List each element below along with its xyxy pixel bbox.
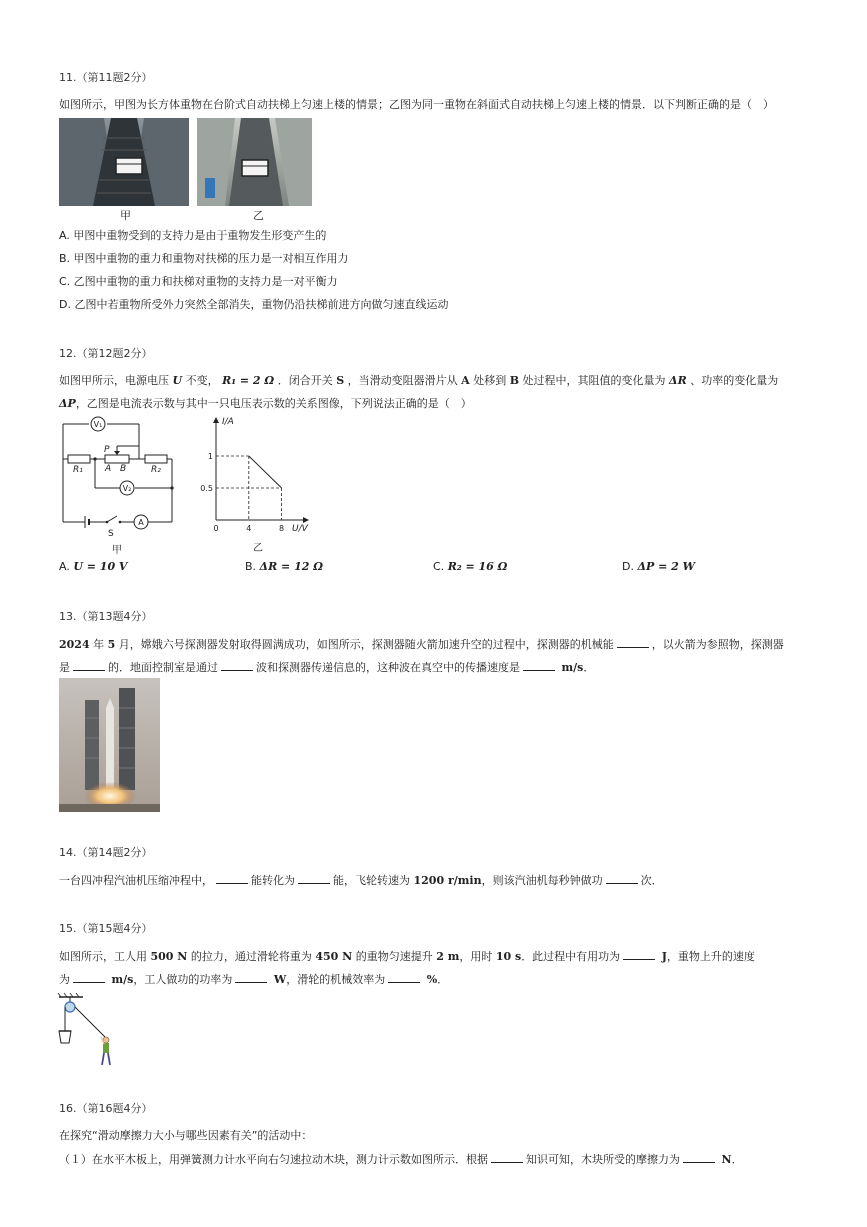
q15-blank-4[interactable]: [388, 971, 420, 983]
q12-dR: ΔR: [669, 374, 687, 387]
q12-s1a: 如图甲所示，电源电压: [59, 374, 169, 387]
pulley-worker-diagram: [55, 993, 125, 1073]
q11-header: 11.（第11题2分）: [59, 71, 153, 84]
q11-option-b: B. 甲图中重物的重力和重物对扶梯的压力是一对相互作用力: [59, 252, 349, 265]
q11-caption-b: 乙: [253, 209, 264, 222]
q14-blank-2[interactable]: [298, 872, 330, 884]
q14-blank-3[interactable]: [606, 872, 638, 884]
q12-B: B: [509, 374, 520, 387]
iu-ytick-0: 0.5: [200, 484, 213, 493]
q15-blank-3[interactable]: [235, 971, 267, 983]
circuit-V1: V₁: [93, 420, 103, 429]
q16-part1: （１）在水平木板上，用弹簧测力计水平向右匀速拉动木块，测力计示数如图所示．根据 知识可知，木块所受的摩擦力为 N．: [59, 1153, 743, 1166]
q15-blank-2[interactable]: [73, 971, 105, 983]
circuit-P: P: [104, 445, 110, 455]
circuit-diagram: [55, 414, 180, 559]
q12-A: A: [461, 374, 470, 387]
q11-option-c: C. 乙图中重物的重力和扶梯对重物的支持力是一对平衡力: [59, 275, 338, 288]
iu-ytick-1: 1: [207, 452, 213, 461]
escalator-photo-b: [197, 118, 312, 206]
q12-s2a: ，乙图是电流表示数与其中一只电压表示数的关系图像，下列说法正确的是（ ）: [75, 397, 472, 410]
iu-caption: 乙: [253, 543, 263, 554]
q13-header: 13.（第13题4分）: [59, 610, 153, 623]
q12-s1d: ，当滑动变阻器滑片从: [347, 374, 458, 387]
q11-caption-a: 甲: [120, 209, 131, 222]
circuit-R1: R₁: [73, 465, 83, 475]
q14-header: 14.（第14题2分）: [59, 846, 153, 859]
q15-line2: 为 m/s，工人做功的功率为 W，滑轮的机械效率为 %．: [59, 973, 449, 986]
circuit-A: A: [105, 464, 112, 474]
q13-blank-4[interactable]: [523, 659, 555, 671]
circuit-V2: V₂: [122, 484, 132, 493]
q11-option-a: A. 甲图中重物受到的支持力是由于重物发生形变产生的: [59, 229, 327, 242]
q13-blank-1[interactable]: [617, 636, 649, 648]
iu-xtick-1: 4: [246, 524, 252, 533]
iu-xtick-2: 8: [279, 524, 285, 533]
iu-ylabel: I/A: [222, 417, 234, 427]
q12-s1f: 处过程中，其阻值的变化量为: [522, 374, 666, 387]
q15-blank-1[interactable]: [623, 948, 655, 960]
q12-option-d: D. ΔP = 2 W: [622, 560, 695, 573]
q12-R1: R₁ = 2 Ω: [222, 374, 275, 387]
q12-option-c: C. R₂ = 16 Ω: [433, 560, 508, 573]
q12-s1e: 处移到: [473, 374, 507, 387]
q13-line1: 2024 年 5 月，嫦娥六号探测器发射取得圆满成功，如图所示，探测器随火箭加速升空的过程中，探测器的机械能 ，以火箭为参照物，探测器: [59, 638, 784, 651]
circuit-ammeter: A: [138, 518, 144, 527]
q12-S: S: [336, 374, 345, 387]
circuit-R2: R₂: [151, 465, 161, 475]
q13-blank-3[interactable]: [221, 659, 253, 671]
q11-option-d: D. 乙图中若重物所受外力突然全部消失，重物仍沿扶梯前进方向做匀速直线运动: [59, 298, 449, 311]
q16-header: 16.（第16题4分）: [59, 1102, 153, 1115]
iu-series-line: [249, 456, 282, 488]
q12-header: 12.（第12题2分）: [59, 347, 153, 360]
q12-stem-line2: [59, 396, 472, 412]
q12-option-a: A. U = 10 V: [59, 560, 128, 573]
q12-s1c: ．闭合开关: [277, 374, 333, 387]
q16-blank-2[interactable]: [683, 1151, 715, 1163]
q12-dP: ΔP: [59, 397, 76, 410]
q15-line1: 如图所示，工人用 500 N 的拉力，通过滑轮将重为 450 N 的重物匀速提升 2 m，用时 10 s．此过程中有用功为 J，重物上升的速度: [59, 950, 755, 963]
circuit-B: B: [120, 464, 127, 474]
q14-blank-1[interactable]: [216, 872, 248, 884]
q12-s1b: 不变，: [185, 374, 219, 387]
q16-stem: 在探究“滑动摩擦力大小与哪些因素有关”的活动中：: [59, 1129, 313, 1142]
iu-xlabel: U/V: [292, 524, 308, 534]
q12-stem-line1: [59, 373, 778, 389]
iu-xtick-0: 0: [213, 524, 219, 533]
circuit-caption: 甲: [112, 545, 122, 556]
escalator-photo-a: [59, 118, 189, 206]
q15-header: 15.（第15题4分）: [59, 922, 153, 935]
q12-s1g: 、功率的变化量为: [690, 374, 779, 387]
iu-graph: [196, 412, 321, 560]
q13-blank-2[interactable]: [73, 659, 105, 671]
q16-blank-1[interactable]: [491, 1151, 523, 1163]
rocket-launch-photo: [59, 678, 160, 812]
q12-option-b: B. ΔR = 12 Ω: [245, 560, 324, 573]
circuit-S: S: [108, 529, 114, 539]
q11-stem: 如图所示，甲图为长方体重物在台阶式自动扶梯上匀速上楼的情景；乙图为同一重物在斜面式自动扶梯上匀速上楼的情景．以下判断正确的是（ ）: [59, 98, 774, 111]
q14-line: 一台四冲程汽油机压缩冲程中， 能转化为 能，飞轮转速为 1200 r/min，则该汽油机每秒钟做功 次．: [59, 874, 663, 887]
q13-line2: 是 的．地面控制室是通过 波和探测器传递信息的，这种波在真空中的传播速度是 m/s．: [59, 661, 595, 674]
q12-U: U: [172, 374, 183, 387]
